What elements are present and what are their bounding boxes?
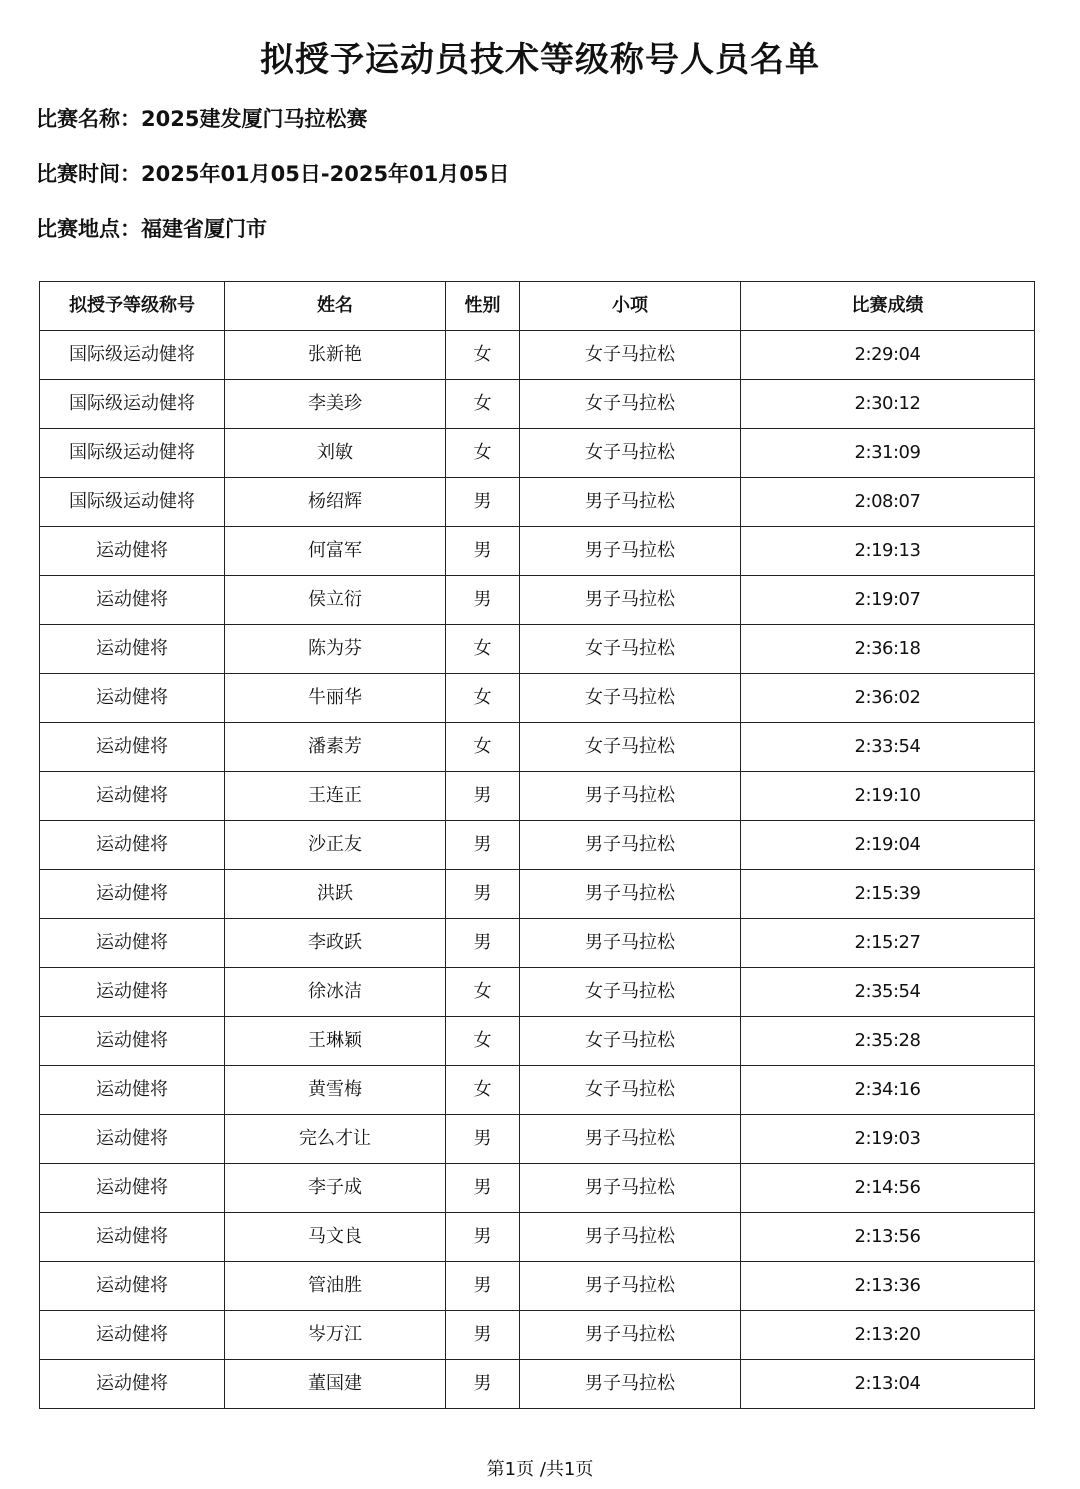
table-row [40,331,1035,380]
result-cell: 2:19:04 [741,821,1035,870]
event-cell: 男子马拉松 [520,1360,741,1409]
result-cell: 2:15:39 [741,870,1035,919]
grade-title-cell: 运动健将 [40,527,225,576]
result-cell: 2:34:16 [741,1066,1035,1115]
event-cell: 男子马拉松 [520,478,741,527]
grade-title-cell: 运动健将 [40,1311,225,1360]
grade-title-cell: 运动健将 [40,1066,225,1115]
name-cell: 李美珍 [225,380,446,429]
result-cell: 2:14:56 [741,1164,1035,1213]
competition-time-label: 比赛时间： [36,162,141,186]
gender-cell: 男 [446,1164,520,1213]
table-row [40,1115,1035,1164]
gender-cell: 女 [446,380,520,429]
result-cell: 2:19:03 [741,1115,1035,1164]
competition-time-line [36,159,510,189]
event-cell: 男子马拉松 [520,1164,741,1213]
name-cell: 潘素芳 [225,723,446,772]
result-cell: 2:29:04 [741,331,1035,380]
grade-title-cell: 国际级运动健将 [40,478,225,527]
header-event: 小项 [520,282,741,331]
header-name: 姓名 [225,282,446,331]
event-cell: 女子马拉松 [520,380,741,429]
name-cell: 王琳颖 [225,1017,446,1066]
competition-name-line [36,104,367,134]
table-row [40,723,1035,772]
table-row [40,919,1035,968]
event-cell: 男子马拉松 [520,576,741,625]
result-cell: 2:33:54 [741,723,1035,772]
grade-title-cell: 运动健将 [40,1115,225,1164]
name-cell: 王连正 [225,772,446,821]
name-cell: 牛丽华 [225,674,446,723]
event-cell: 女子马拉松 [520,674,741,723]
grade-title-cell: 运动健将 [40,821,225,870]
name-cell: 刘敏 [225,429,446,478]
table-row [40,674,1035,723]
grade-title-cell: 运动健将 [40,625,225,674]
table-row [40,968,1035,1017]
result-cell: 2:36:18 [741,625,1035,674]
result-cell: 2:13:04 [741,1360,1035,1409]
gender-cell: 男 [446,1262,520,1311]
result-cell: 2:31:09 [741,429,1035,478]
result-cell: 2:30:12 [741,380,1035,429]
competition-name-value: 2025建发厦门马拉松赛 [141,107,368,131]
gender-cell: 女 [446,331,520,380]
table-row [40,1066,1035,1115]
result-cell: 2:19:07 [741,576,1035,625]
header-gender: 性别 [446,282,520,331]
gender-cell: 男 [446,1311,520,1360]
name-cell: 何富军 [225,527,446,576]
competition-place-value: 福建省厦门市 [141,217,267,241]
event-cell: 女子马拉松 [520,331,741,380]
event-cell: 男子马拉松 [520,919,741,968]
event-cell: 男子马拉松 [520,527,741,576]
table-row [40,1017,1035,1066]
table-row [40,527,1035,576]
grade-title-cell: 国际级运动健将 [40,331,225,380]
event-cell: 男子马拉松 [520,1115,741,1164]
table-body [40,331,1035,1409]
result-cell: 2:15:27 [741,919,1035,968]
result-cell: 2:19:10 [741,772,1035,821]
competition-place-line [36,214,267,244]
grade-title-cell: 运动健将 [40,1213,225,1262]
name-cell: 洪跃 [225,870,446,919]
event-cell: 男子马拉松 [520,1311,741,1360]
event-cell: 女子马拉松 [520,1066,741,1115]
competition-name-label: 比赛名称： [36,107,141,131]
name-cell: 李子成 [225,1164,446,1213]
event-cell: 男子马拉松 [520,1262,741,1311]
event-cell: 女子马拉松 [520,1017,741,1066]
gender-cell: 男 [446,919,520,968]
grade-title-cell: 运动健将 [40,674,225,723]
event-cell: 男子马拉松 [520,772,741,821]
gender-cell: 男 [446,1115,520,1164]
name-cell: 张新艳 [225,331,446,380]
result-cell: 2:36:02 [741,674,1035,723]
name-cell: 马文良 [225,1213,446,1262]
result-cell: 2:13:36 [741,1262,1035,1311]
result-cell: 2:35:28 [741,1017,1035,1066]
table-row [40,625,1035,674]
header-grade-title: 拟授予等级称号 [40,282,225,331]
result-cell: 2:35:54 [741,968,1035,1017]
gender-cell: 女 [446,429,520,478]
name-cell: 董国建 [225,1360,446,1409]
grade-title-cell: 运动健将 [40,919,225,968]
grade-title-cell: 运动健将 [40,1262,225,1311]
result-cell: 2:13:56 [741,1213,1035,1262]
gender-cell: 男 [446,1213,520,1262]
grade-title-cell: 运动健将 [40,723,225,772]
event-cell: 女子马拉松 [520,429,741,478]
table-row [40,1262,1035,1311]
gender-cell: 男 [446,821,520,870]
gender-cell: 女 [446,1017,520,1066]
competition-time-value: 2025年01月05日-2025年01月05日 [141,162,510,186]
grade-title-cell: 运动健将 [40,1360,225,1409]
grade-title-cell: 运动健将 [40,870,225,919]
result-cell: 2:19:13 [741,527,1035,576]
gender-cell: 女 [446,625,520,674]
result-cell: 2:13:20 [741,1311,1035,1360]
event-cell: 男子马拉松 [520,870,741,919]
gender-cell: 女 [446,723,520,772]
event-cell: 女子马拉松 [520,625,741,674]
event-cell: 男子马拉松 [520,821,741,870]
name-cell: 侯立衍 [225,576,446,625]
table-row [40,1213,1035,1262]
gender-cell: 男 [446,772,520,821]
grade-title-cell: 国际级运动健将 [40,380,225,429]
event-cell: 女子马拉松 [520,723,741,772]
competition-place-label: 比赛地点： [36,217,141,241]
grade-title-cell: 运动健将 [40,772,225,821]
name-cell: 沙正友 [225,821,446,870]
gender-cell: 男 [446,1360,520,1409]
table-row [40,478,1035,527]
gender-cell: 男 [446,870,520,919]
name-cell: 陈为芬 [225,625,446,674]
table-row [40,380,1035,429]
table-row [40,772,1035,821]
name-cell: 李政跃 [225,919,446,968]
grade-title-cell: 运动健将 [40,968,225,1017]
gender-cell: 女 [446,674,520,723]
event-cell: 女子马拉松 [520,968,741,1017]
name-cell: 岑万江 [225,1311,446,1360]
table-row [40,1360,1035,1409]
table-row [40,1311,1035,1360]
grade-title-cell: 国际级运动健将 [40,429,225,478]
table-row [40,576,1035,625]
gender-cell: 男 [446,527,520,576]
name-cell: 黄雪梅 [225,1066,446,1115]
grade-title-cell: 运动健将 [40,576,225,625]
grade-title-cell: 运动健将 [40,1164,225,1213]
name-cell: 徐冰洁 [225,968,446,1017]
gender-cell: 男 [446,576,520,625]
event-cell: 男子马拉松 [520,1213,741,1262]
table-header-row [40,282,1035,331]
table-row [40,821,1035,870]
gender-cell: 女 [446,1066,520,1115]
gender-cell: 女 [446,968,520,1017]
table-row [40,429,1035,478]
athlete-roster-table [39,281,1035,1409]
page-number: 第1页 /共1页 [486,1459,594,1480]
header-result: 比赛成绩 [741,282,1035,331]
grade-title-cell: 运动健将 [40,1017,225,1066]
result-cell: 2:08:07 [741,478,1035,527]
name-cell: 杨绍辉 [225,478,446,527]
name-cell: 完么才让 [225,1115,446,1164]
gender-cell: 男 [446,478,520,527]
name-cell: 管油胜 [225,1262,446,1311]
table-row [40,1164,1035,1213]
table-row [40,870,1035,919]
page-title: 拟授予运动员技术等级称号人员名单 [260,40,820,80]
